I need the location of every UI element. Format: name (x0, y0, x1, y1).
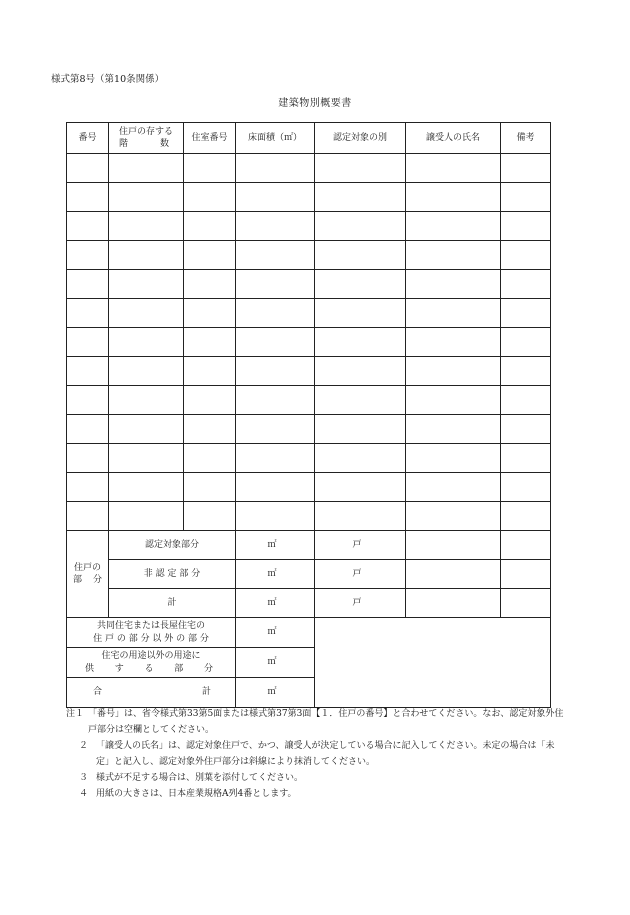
floor-cell[interactable] (109, 357, 184, 386)
col-transferee-header: 譲受人の氏名 (406, 123, 501, 154)
floor-cell[interactable] (109, 241, 184, 270)
col-floor-header-kai: 階 (119, 139, 129, 149)
nonres-char-2: す (114, 663, 124, 674)
target-type-cell[interactable] (315, 473, 406, 502)
note-number: ４ (78, 789, 88, 799)
transferee-cell[interactable] (406, 183, 501, 212)
unit-number-cell[interactable] (184, 386, 236, 415)
table-row (67, 328, 551, 357)
unit-number-cell[interactable] (184, 415, 236, 444)
dwelling-total-transferee-cell[interactable] (406, 589, 501, 618)
transferee-cell[interactable] (406, 444, 501, 473)
transferee-cell[interactable] (406, 502, 501, 531)
remarks-cell[interactable] (501, 502, 551, 531)
table-row (67, 154, 551, 183)
transferee-cell[interactable] (406, 415, 501, 444)
nonres-char-5: 分 (203, 663, 213, 674)
shared-parts-row (67, 618, 551, 648)
target-type-cell[interactable] (315, 415, 406, 444)
floor-cell[interactable] (109, 415, 184, 444)
nonresidential-area-cell[interactable] (236, 648, 315, 678)
dwelling-total-row (67, 589, 551, 618)
floor-area-cell[interactable] (236, 415, 315, 444)
units-suffix: 戸 (352, 568, 362, 579)
sqm-unit: ㎡ (267, 687, 277, 698)
table-row (67, 415, 551, 444)
grand-total-char-b: 計 (201, 687, 211, 698)
remarks-cell[interactable] (501, 183, 551, 212)
transferee-cell[interactable] (406, 357, 501, 386)
shared-parts-label (67, 618, 236, 648)
floor-area-cell[interactable] (236, 328, 315, 357)
certified-remarks-cell[interactable] (501, 531, 551, 560)
floor-cell[interactable] (109, 473, 184, 502)
number-cell[interactable] (67, 183, 109, 212)
certified-transferee-cell[interactable] (406, 531, 501, 560)
certified-part-label: 認定対象部分 (109, 531, 236, 560)
target-type-cell[interactable] (315, 444, 406, 473)
unit-number-cell[interactable] (184, 154, 236, 183)
table-row (67, 473, 551, 502)
shared-parts-line1: 共同住宅または長屋住宅の (96, 621, 205, 632)
target-type-cell[interactable] (315, 212, 406, 241)
note-text: 「譲受人の氏名」は、認定対象住戸で、かつ、譲受人が決定している場合に記入してください。未定の場合は「未定」と記入し、認定対象外住戸部分は斜線により抹消してください。 (96, 741, 555, 767)
nonres-char-3: る (144, 663, 154, 674)
nonres-char-4: 部 (174, 663, 184, 674)
sqm-unit: ㎡ (267, 627, 277, 638)
note-text: 用紙の大きさは、日本産業規格A列4番とします。 (96, 789, 297, 799)
col-unit-number-header: 住室番号 (184, 123, 236, 154)
number-cell[interactable] (67, 212, 109, 241)
number-cell[interactable] (67, 241, 109, 270)
note-item (66, 738, 566, 770)
number-cell[interactable] (67, 328, 109, 357)
floor-cell[interactable] (109, 444, 184, 473)
noncertified-part-label: 非 認 定 部 分 (109, 560, 236, 589)
grand-total-char-a: 合 (93, 687, 103, 698)
transferee-cell[interactable] (406, 328, 501, 357)
noncertified-transferee-cell[interactable] (406, 560, 501, 589)
note-text: 様式が不足する場合は、別葉を添付してください。 (96, 773, 304, 783)
col-number-header: 番号 (67, 123, 109, 154)
col-floor-header-suu: 数 (159, 139, 169, 149)
shared-parts-area-cell[interactable] (236, 618, 315, 648)
dwelling-group-bun: 分 (92, 575, 102, 585)
table-row (67, 212, 551, 241)
floor-area-cell[interactable] (236, 241, 315, 270)
floor-cell[interactable] (109, 299, 184, 328)
floor-area-cell[interactable] (236, 154, 315, 183)
note-text: 「番号」は、省令様式第33第5面または様式第37第3面【１．住戸の番号】と合わせてください。なお、認定対象外住戸部分は空欄としてください。 (88, 709, 564, 735)
unit-number-cell[interactable] (184, 328, 236, 357)
floor-cell[interactable] (109, 212, 184, 241)
target-type-cell[interactable] (315, 183, 406, 212)
col-floor-header-line1: 住戸の存する (118, 126, 173, 137)
remarks-cell[interactable] (501, 299, 551, 328)
remarks-cell[interactable] (501, 154, 551, 183)
unit-number-cell[interactable] (184, 502, 236, 531)
number-cell[interactable] (67, 473, 109, 502)
unit-number-cell[interactable] (184, 299, 236, 328)
number-cell[interactable] (67, 357, 109, 386)
dwelling-group-label (67, 531, 109, 618)
transferee-cell[interactable] (406, 154, 501, 183)
target-type-cell[interactable] (315, 357, 406, 386)
floor-area-cell[interactable] (236, 502, 315, 531)
building-summary-table (66, 122, 551, 708)
remarks-cell[interactable] (501, 444, 551, 473)
unit-number-cell[interactable] (184, 473, 236, 502)
table-row (67, 299, 551, 328)
remarks-cell[interactable] (501, 212, 551, 241)
floor-area-cell[interactable] (236, 444, 315, 473)
unit-number-cell[interactable] (184, 212, 236, 241)
table-row (67, 270, 551, 299)
form-number-label: 様式第8号（第10条関係） (51, 74, 165, 85)
col-floor-area-header: 床面積（㎡） (236, 123, 315, 154)
shared-parts-line2: 住 戸 の 部 分 以 外 の 部 分 (93, 633, 209, 644)
transferee-cell[interactable] (406, 241, 501, 270)
unit-number-cell[interactable] (184, 270, 236, 299)
remarks-cell[interactable] (501, 415, 551, 444)
units-suffix: 戸 (352, 597, 362, 608)
header-row (67, 123, 551, 154)
remarks-cell[interactable] (501, 473, 551, 502)
floor-area-cell[interactable] (236, 183, 315, 212)
unit-number-cell[interactable] (184, 444, 236, 473)
noncertified-remarks-cell[interactable] (501, 560, 551, 589)
remarks-cell[interactable] (501, 386, 551, 415)
number-cell[interactable] (67, 386, 109, 415)
table-row (67, 444, 551, 473)
target-type-cell[interactable] (315, 386, 406, 415)
floor-area-cell[interactable] (236, 299, 315, 328)
number-cell[interactable] (67, 415, 109, 444)
number-cell[interactable] (67, 154, 109, 183)
nonresidential-line1: 住宅の用途以外の用途に (101, 651, 201, 662)
number-cell[interactable] (67, 502, 109, 531)
dwelling-total-units-cell[interactable] (315, 589, 406, 618)
transferee-cell[interactable] (406, 299, 501, 328)
dwelling-total-area-cell[interactable] (236, 589, 315, 618)
floor-cell[interactable] (109, 386, 184, 415)
col-remarks-header: 備考 (501, 123, 551, 154)
floor-cell[interactable] (109, 328, 184, 357)
table-row (67, 241, 551, 270)
unit-number-cell[interactable] (184, 357, 236, 386)
dwelling-noncertified-row (67, 560, 551, 589)
grand-total-area-cell[interactable] (236, 678, 315, 708)
col-target-type-header: 認定対象の別 (315, 123, 406, 154)
remarks-cell[interactable] (501, 241, 551, 270)
floor-cell[interactable] (109, 270, 184, 299)
certified-area-cell[interactable] (236, 531, 315, 560)
dwelling-group-line1: 住戸の (73, 562, 101, 573)
target-type-cell[interactable] (315, 270, 406, 299)
blank-block (315, 618, 551, 708)
dwelling-group-bu: 部 (73, 575, 83, 585)
col-floor-header (109, 123, 184, 154)
note-item (66, 786, 566, 802)
remarks-cell[interactable] (501, 328, 551, 357)
floor-area-cell[interactable] (236, 270, 315, 299)
note-number: ３ (78, 773, 88, 783)
sqm-unit: ㎡ (267, 568, 277, 579)
nonres-char-1: 供 (85, 663, 95, 674)
notes-section (66, 706, 566, 802)
noncertified-area-cell[interactable] (236, 560, 315, 589)
noncertified-units-cell[interactable] (315, 560, 406, 589)
sqm-unit: ㎡ (267, 539, 277, 550)
number-cell[interactable] (67, 444, 109, 473)
floor-cell[interactable] (109, 502, 184, 531)
target-type-cell[interactable] (315, 299, 406, 328)
table-row (67, 502, 551, 531)
certified-units-cell[interactable] (315, 531, 406, 560)
table-row (67, 386, 551, 415)
target-type-cell[interactable] (315, 241, 406, 270)
grand-total-label (67, 678, 236, 708)
target-type-cell[interactable] (315, 502, 406, 531)
dwelling-total-remarks-cell[interactable] (501, 589, 551, 618)
floor-area-cell[interactable] (236, 386, 315, 415)
floor-area-cell[interactable] (236, 212, 315, 241)
unit-number-cell[interactable] (184, 183, 236, 212)
note-item (66, 706, 566, 738)
table-row (67, 357, 551, 386)
floor-cell[interactable] (109, 154, 184, 183)
nonresidential-label (67, 648, 236, 678)
number-cell[interactable] (67, 270, 109, 299)
table-row (67, 183, 551, 212)
remarks-cell[interactable] (501, 270, 551, 299)
number-cell[interactable] (67, 299, 109, 328)
document-title: 建築物別概要書 (278, 98, 352, 109)
dwelling-certified-row (67, 531, 551, 560)
note-number: 注１ (66, 709, 85, 719)
dwelling-total-label: 計 (109, 589, 236, 618)
transferee-cell[interactable] (406, 270, 501, 299)
floor-area-cell[interactable] (236, 357, 315, 386)
sqm-unit: ㎡ (267, 657, 277, 668)
target-type-cell[interactable] (315, 154, 406, 183)
transferee-cell[interactable] (406, 473, 501, 502)
floor-cell[interactable] (109, 183, 184, 212)
note-item (66, 770, 566, 786)
floor-area-cell[interactable] (236, 473, 315, 502)
sqm-unit: ㎡ (267, 597, 277, 608)
target-type-cell[interactable] (315, 328, 406, 357)
units-suffix: 戸 (352, 539, 362, 550)
transferee-cell[interactable] (406, 386, 501, 415)
unit-number-cell[interactable] (184, 241, 236, 270)
remarks-cell[interactable] (501, 357, 551, 386)
note-number: ２ (78, 741, 88, 751)
transferee-cell[interactable] (406, 212, 501, 241)
